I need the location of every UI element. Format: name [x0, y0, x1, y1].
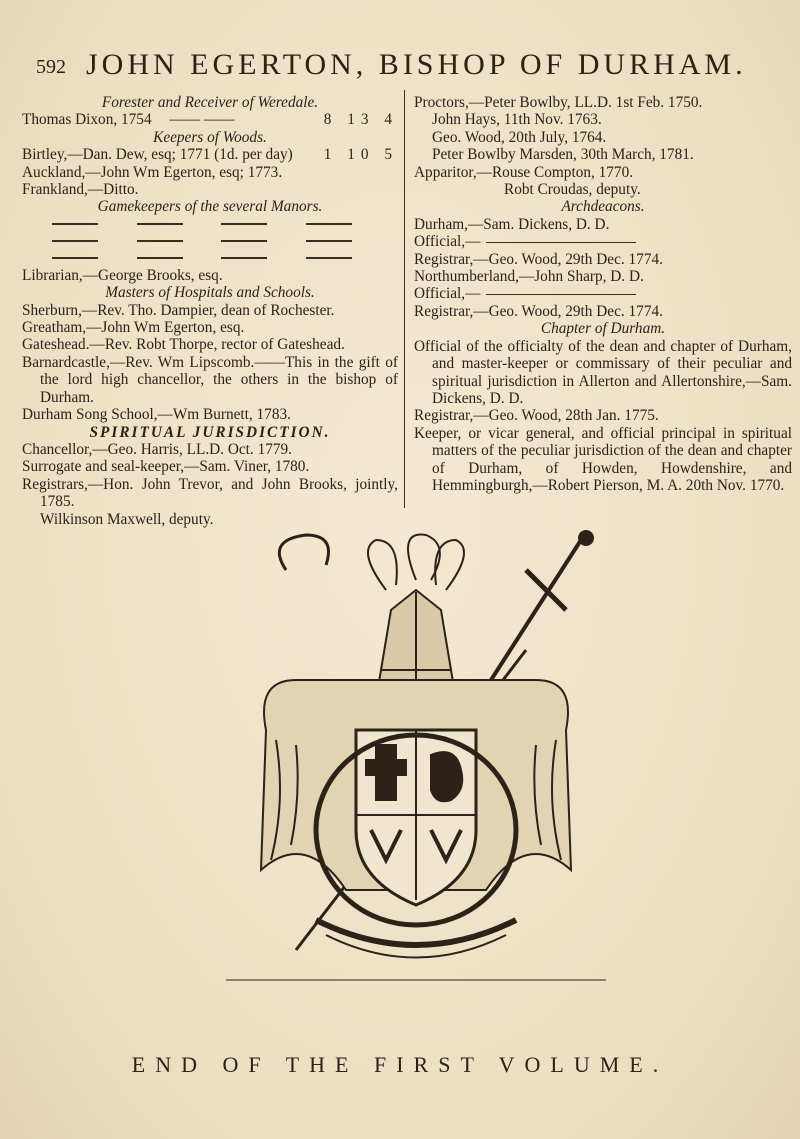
forester-name: Thomas Dixon, 1754 [22, 111, 152, 129]
proctors-entry: Geo. Wood, 20th July, 1764. [432, 128, 607, 146]
woods-entry-text: Birtley,—Dan. Dew, esq; 1771 (1d. per day) [22, 146, 293, 164]
coat-of-arms-icon [226, 530, 606, 990]
apparitor-entry: Apparitor,—Rouse Compton, 1770. [414, 163, 634, 181]
librarian-entry: Librarian,—George Brooks, esq. [22, 266, 223, 284]
masters-entry: Barnardcastle,—Rev. Wm Lipscomb.——This in the gift of the lord high chancellor, the others in the bishop of Durham. [22, 353, 398, 406]
chapter-entry: Keeper, or vicar general, and official principal in spiritual matters of the peculiar jurisdiction of the dean and chapter of Durham, of Howden, Howdenshire, and Hemmingburgh,—Robert Pierson, M. A. 20th Nov. 1770. [414, 424, 792, 494]
woods-entry-frankland: Frankland,—Ditto. [22, 181, 139, 199]
blank-dash-row [22, 216, 352, 233]
masters-entry: Durham Song School,—Wm Burnett, 1783. [22, 406, 291, 424]
end-of-volume: END OF THE FIRST VOLUME. [131, 1052, 669, 1077]
archdeacons-heading: Archdeacons. [561, 198, 645, 216]
masters-entry: Gateshead.—Rev. Robt Thorpe, rector of Gateshead. [22, 336, 345, 354]
archdeacon-entry: Durham,—Sam. Dickens, D. D. [414, 215, 610, 233]
right-column [414, 94, 792, 494]
spiritual-heading: SPIRITUAL JURISDICTION. [89, 423, 331, 441]
spiritual-entry: Registrars,—Hon. John Trevor, and John Brooks, jointly, 1785. [22, 475, 398, 511]
page-number: 592 [36, 56, 66, 78]
forester-entry [22, 111, 398, 128]
woods-entry-birtley [22, 146, 398, 163]
archdeacon-entry: Northumberland,—John Sharp, D. D. [414, 268, 644, 286]
woods-entry-amount: 1 10 5 [323, 146, 398, 164]
spiritual-entry: Surrogate and seal-keeper,—Sam. Viner, 1780. [22, 458, 310, 476]
page-header [36, 48, 766, 84]
woods-heading: Keepers of Woods. [153, 128, 267, 146]
gamekeepers-heading: Gamekeepers of the several Manors. [97, 198, 323, 216]
proctors-entry: Peter Bowlby Marsden, 30th March, 1781. [432, 146, 694, 164]
proctors-entry: John Hays, 11th Nov. 1763. [432, 111, 602, 129]
woods-entry-auckland: Auckland,—John Wm Egerton, esq; 1773. [22, 163, 283, 181]
chapter-heading: Chapter of Durham. [540, 320, 666, 338]
official-entry: Official,— [414, 285, 792, 302]
forester-amount: 8 13 4 [323, 111, 398, 129]
registrar-entry: Registrar,—Geo. Wood, 29th Dec. 1774. [414, 302, 663, 320]
running-title: JOHN EGERTON, BISHOP OF DURHAM. [86, 48, 747, 81]
spiritual-entry: Chancellor,—Geo. Harris, LL.D. Oct. 1779. [22, 440, 292, 458]
blank-dash-row [22, 250, 352, 267]
proctors-entry: Proctors,—Peter Bowlby, LL.D. 1st Feb. 1750. [414, 94, 703, 111]
masters-heading: Masters of Hospitals and Schools. [105, 284, 315, 302]
masters-entry: Sherburn,—Rev. Tho. Dampier, dean of Rochester. [22, 301, 335, 319]
masters-entry: Greatham,—John Wm Egerton, esq. [22, 319, 245, 337]
deputy-entry: Wilkinson Maxwell, deputy. [40, 510, 214, 528]
blank-dash-row [22, 233, 352, 250]
apparitor-deputy: Robt Croudas, deputy. [504, 181, 641, 199]
forester-dashes: —— —— [169, 111, 235, 129]
left-column [22, 94, 398, 528]
registrar-entry: Registrar,—Geo. Wood, 29th Dec. 1774. [414, 250, 663, 268]
column-divider [404, 90, 405, 508]
chapter-entry: Registrar,—Geo. Wood, 28th Jan. 1775. [414, 407, 659, 425]
chapter-entry: Official of the officialty of the dean and chapter of Durham, and master-keeper or commissary of their peculiar and spiritual jurisdiction in Allerton and Allertonshire,—Sam. Dickens, D. D. [414, 337, 792, 407]
official-entry: Official,— [414, 233, 792, 250]
forester-heading: Forester and Receiver of Weredale. [101, 94, 319, 111]
